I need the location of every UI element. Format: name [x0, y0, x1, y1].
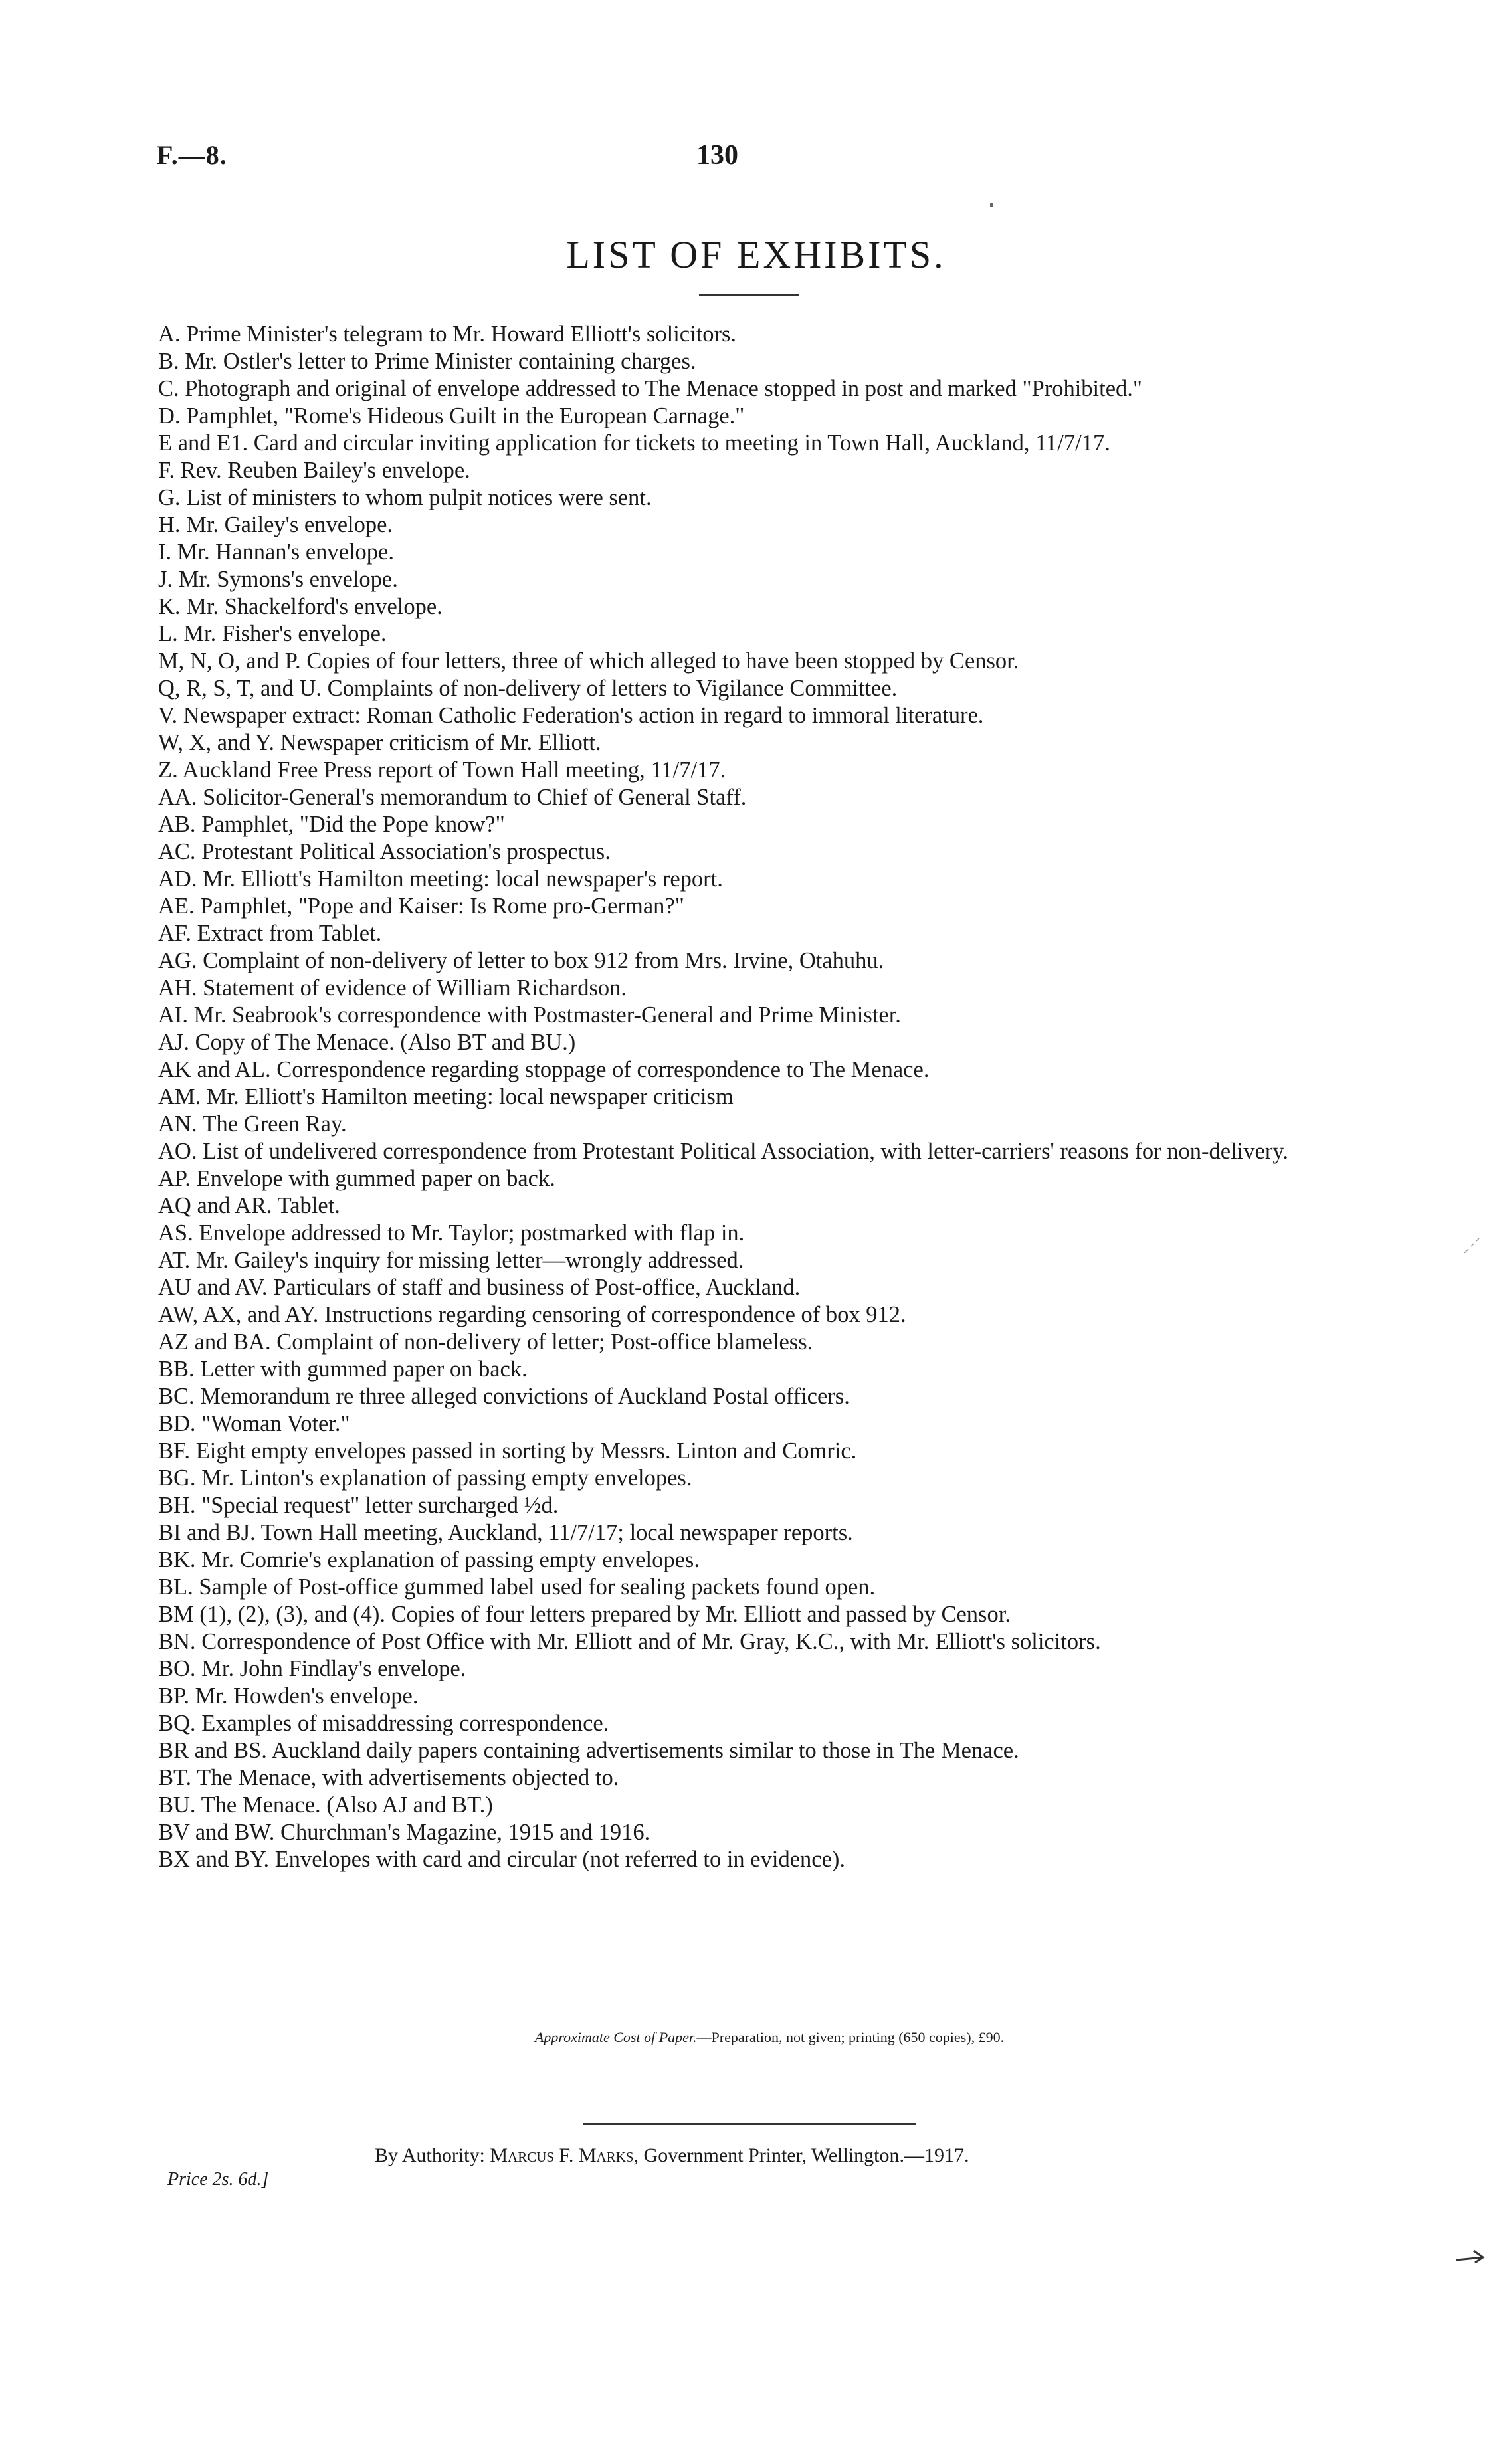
exhibit-item: [158, 430, 1328, 457]
exhibit-label: AW, AX, and AY.: [158, 1302, 319, 1327]
exhibit-description: Memorandum re three alleged convictions of Auckland Postal officers.: [200, 1384, 850, 1409]
exhibit-label: AS.: [158, 1220, 193, 1246]
exhibit-separator: [175, 458, 181, 483]
exhibit-separator: [181, 594, 187, 619]
exhibit-description: The Green Ray.: [202, 1111, 347, 1137]
exhibit-description: Mr. Gailey's inquiry for missing letter—wrongly addressed.: [195, 1248, 744, 1273]
exhibit-item: [158, 1165, 1328, 1192]
exhibit-description: List of ministers to whom pulpit notices were sent.: [186, 485, 652, 510]
exhibit-label: AA.: [158, 785, 197, 810]
exhibit-separator: [271, 1329, 277, 1355]
exhibit-separator: [195, 1357, 201, 1382]
exhibit-item: [158, 920, 1328, 947]
exhibit-item: [158, 1084, 1328, 1111]
exhibit-separator: [267, 1738, 272, 1763]
exhibit-label: BP.: [158, 1683, 189, 1709]
exhibit-description: Mr. Comrie's explanation of passing empty envelopes.: [201, 1547, 700, 1572]
exhibit-description: Examples of misaddressing correspondence.: [201, 1711, 609, 1736]
exhibit-description: Pamphlet, "Pope and Kaiser: Is Rome pro-German?": [200, 894, 684, 919]
exhibit-label: AE.: [158, 894, 195, 919]
exhibit-label: AK and AL.: [158, 1057, 271, 1082]
exhibit-item: [158, 1764, 1328, 1792]
exhibit-label: AN.: [158, 1111, 197, 1137]
exhibit-separator: [248, 430, 254, 456]
exhibit-label: W, X, and Y.: [158, 730, 275, 755]
exhibit-separator: [190, 1438, 196, 1464]
exhibit-description: Pamphlet, "Did the Pope know?": [201, 812, 505, 837]
exhibit-item: [158, 947, 1328, 975]
exhibit-label: D.: [158, 403, 181, 428]
exhibit-item: [158, 566, 1328, 593]
exhibit-description: Photograph and original of envelope addressed to The Menace stopped in post and marked "Prohibited.": [185, 376, 1142, 401]
exhibit-label: AZ and BA.: [158, 1329, 271, 1355]
exhibit-item: [158, 1492, 1328, 1519]
exhibit-separator: [268, 1275, 274, 1300]
exhibit-separator: [196, 1411, 202, 1436]
exhibit-separator: [196, 839, 202, 864]
exhibit-item: [158, 457, 1328, 484]
exhibit-item: [158, 512, 1328, 539]
exhibit-item: [158, 675, 1328, 702]
exhibit-item: [158, 648, 1328, 675]
exhibit-description: Sample of Post-office gummed label used for sealing packets found open.: [199, 1574, 876, 1600]
exhibit-description: Extract from Tablet.: [197, 921, 382, 946]
exhibit-label: BG.: [158, 1466, 196, 1491]
exhibit-item: [158, 1574, 1328, 1601]
exhibit-item: [158, 484, 1328, 512]
exhibit-description: List of undelivered correspondence from Protestant Political Association, with letter-carriers' reasons for non-delivery.: [203, 1139, 1288, 1164]
cost-note: [0, 2029, 1499, 2046]
exhibit-separator: [189, 1030, 195, 1055]
exhibit-label: I.: [158, 539, 172, 565]
exhibit-item: [158, 1274, 1328, 1301]
exhibit-item: [158, 348, 1328, 375]
exhibit-separator: [196, 1466, 202, 1491]
printer-authority: [375, 2144, 969, 2167]
exhibit-separator: [177, 703, 183, 728]
exhibit-description: Card and circular inviting application for tickets to meeting in Town Hall, Auckland, 11/7/17.: [253, 430, 1110, 456]
exhibit-label: BQ.: [158, 1711, 196, 1736]
exhibit-item: [158, 1383, 1328, 1410]
exhibit-item: [158, 1220, 1328, 1247]
exhibit-label: G.: [158, 485, 181, 510]
margin-mark: [1462, 1236, 1482, 1256]
exhibit-separator: [197, 975, 203, 1000]
exhibit-description: Auckland daily papers containing advertisements similar to those in The Menace.: [271, 1738, 1019, 1763]
exhibit-description: Mr. Hannan's envelope.: [177, 539, 394, 565]
exhibit-item: [158, 784, 1328, 811]
exhibit-label: AU and AV.: [158, 1275, 268, 1300]
exhibit-separator: [197, 866, 203, 892]
exhibit-separator: [191, 1166, 197, 1191]
exhibit-item: [158, 1737, 1328, 1764]
exhibit-description: Mr. Symons's envelope.: [178, 567, 398, 592]
exhibit-separator: [190, 1248, 196, 1273]
exhibit-separator: [173, 567, 179, 592]
exhibit-description: Complaint of non-delivery of letter; Post-office blameless.: [276, 1329, 813, 1355]
exhibit-label: AQ and AR.: [158, 1193, 272, 1218]
exhibit-separator: [196, 812, 202, 837]
exhibit-label: BX and BY.: [158, 1847, 270, 1872]
exhibit-separator: [274, 1820, 280, 1845]
exhibit-description: Prime Minister's telegram to Mr. Howard Elliott's solicitors.: [186, 322, 737, 347]
exhibit-separator: [179, 349, 185, 374]
exhibit-description: The Menace, with advertisements objected to.: [197, 1765, 619, 1790]
exhibit-item: [158, 1111, 1328, 1138]
exhibit-description: Town Hall meeting, Auckland, 11/7/17; local newspaper reports.: [260, 1520, 853, 1545]
exhibit-description: Mr. Shackelford's envelope.: [186, 594, 443, 619]
exhibit-label: AP.: [158, 1166, 191, 1191]
exhibit-separator: [191, 921, 197, 946]
page-title: LIST OF EXHIBITS.: [566, 233, 946, 276]
exhibit-label: AT.: [158, 1248, 191, 1273]
printer-name: Marcus F. Marks: [490, 2144, 634, 2166]
exhibit-label: AG.: [158, 948, 197, 973]
exhibit-separator: [191, 1765, 197, 1790]
exhibit-description: Envelope addressed to Mr. Taylor; postmarked with flap in.: [199, 1220, 745, 1246]
exhibit-description: "Woman Voter.": [201, 1411, 350, 1436]
exhibit-item: [158, 1683, 1328, 1710]
exhibit-item: [158, 1438, 1328, 1465]
exhibit-description: Mr. Seabrook's correspondence with Postmaster-General and Prime Minister.: [193, 1002, 901, 1028]
exhibit-separator: [256, 1520, 261, 1545]
exhibit-separator: [318, 1302, 324, 1327]
exhibit-label: Z.: [158, 757, 178, 783]
exhibit-label: BI and BJ.: [158, 1520, 256, 1545]
exhibit-description: "Special request" letter surcharged ½d.: [201, 1493, 559, 1518]
exhibit-description: Churchman's Magazine, 1915 and 1916.: [280, 1820, 650, 1845]
exhibit-label: H.: [158, 512, 181, 537]
exhibit-separator: [181, 485, 187, 510]
exhibit-separator: [196, 1792, 201, 1818]
exhibit-item: [158, 1247, 1328, 1274]
margin-arrow-mark: [1454, 2245, 1486, 2265]
exhibit-label: AC.: [158, 839, 196, 864]
exhibit-item: [158, 1656, 1328, 1683]
cost-text: —Preparation, not given; printing (650 copies), £90.: [696, 2029, 1005, 2045]
exhibit-description: Complaints of non-delivery of letters to Vigilance Committee.: [327, 676, 898, 701]
exhibit-label: BN.: [158, 1629, 196, 1654]
exhibit-separator: [272, 1193, 278, 1218]
exhibit-separator: [171, 539, 177, 565]
exhibit-label: BU.: [158, 1792, 196, 1818]
exhibit-description: Solicitor-General's memorandum to Chief of General Staff.: [203, 785, 747, 810]
exhibit-label: BF.: [158, 1438, 191, 1464]
exhibit-item: [158, 1819, 1328, 1846]
exhibit-description: Copies of four letters, three of which alleged to have been stopped by Censor.: [306, 648, 1019, 674]
exhibit-item: [158, 1192, 1328, 1220]
exhibit-separator: [179, 376, 185, 401]
exhibit-label: AJ.: [158, 1030, 189, 1055]
exhibit-item: [158, 1710, 1328, 1737]
exhibit-label: BM (1), (2), (3), and (4).: [158, 1602, 386, 1627]
exhibit-description: Mr. Howden's envelope.: [195, 1683, 419, 1709]
exhibit-description: Mr. Elliott's Hamilton meeting: local newspaper criticism: [206, 1084, 734, 1109]
exhibit-item: [158, 620, 1328, 648]
exhibit-label: M, N, O, and P.: [158, 648, 301, 674]
exhibit-description: Newspaper extract: Roman Catholic Federation's action in regard to immoral literature.: [183, 703, 984, 728]
exhibit-separator: [197, 948, 203, 973]
exhibit-item: [158, 893, 1328, 920]
exhibit-item: [158, 403, 1328, 430]
exhibit-label: Q, R, S, T, and U.: [158, 676, 322, 701]
exhibit-item: [158, 702, 1328, 729]
exhibit-item: [158, 1329, 1328, 1356]
exhibit-label: BR and BS.: [158, 1738, 267, 1763]
exhibit-separator: [181, 512, 187, 537]
exhibit-separator: [274, 730, 280, 755]
exhibit-item: [158, 975, 1328, 1002]
exhibit-description: Mr. Fisher's envelope.: [183, 621, 387, 646]
exhibit-description: Instructions regarding censoring of correspondence of box 912.: [324, 1302, 906, 1327]
exhibit-label: BH.: [158, 1493, 196, 1518]
exhibit-item: [158, 866, 1328, 893]
exhibit-label: AB.: [158, 812, 196, 837]
exhibit-description: Correspondence of Post Office with Mr. Elliott and of Mr. Gray, K.C., with Mr. Elliott's solicitors.: [201, 1629, 1101, 1654]
exhibit-description: Mr. Gailey's envelope.: [186, 512, 393, 537]
exhibit-description: Copies of four letters prepared by Mr. Elliott and passed by Censor.: [391, 1602, 1011, 1627]
exhibit-item: [158, 375, 1328, 403]
exhibit-label: BB.: [158, 1357, 195, 1382]
exhibit-label: C.: [158, 376, 179, 401]
exhibit-description: Copy of The Menace. (Also BT and BU.): [195, 1030, 576, 1055]
exhibit-separator: [189, 1683, 195, 1709]
document-reference: F.—8.: [157, 140, 227, 170]
price-note: Price 2s. 6d.]: [167, 2169, 269, 2190]
exhibit-item: [158, 1465, 1328, 1492]
exhibit-description: Protestant Political Association's prospectus.: [201, 839, 611, 864]
exhibit-description: Rev. Reuben Bailey's envelope.: [180, 458, 470, 483]
exhibit-item: [158, 321, 1328, 348]
exhibit-label: AI.: [158, 1002, 189, 1028]
exhibit-separator: [269, 1847, 275, 1872]
exhibit-separator: [201, 1084, 207, 1109]
exhibit-description: Correspondence regarding stoppage of correspondence to The Menace.: [276, 1057, 930, 1082]
exhibit-separator: [196, 1629, 202, 1654]
exhibit-item: [158, 838, 1328, 866]
exhibit-description: Envelopes with card and circular (not referred to in evidence).: [274, 1847, 845, 1872]
exhibit-label: BD.: [158, 1411, 196, 1436]
exhibit-description: Tablet.: [277, 1193, 340, 1218]
exhibit-description: Eight empty envelopes passed in sorting by Messrs. Linton and Comric.: [195, 1438, 857, 1464]
authority-prefix: By Authority:: [375, 2144, 485, 2166]
exhibit-description: Envelope with gummed paper on back.: [196, 1166, 555, 1191]
exhibit-item: [158, 757, 1328, 784]
exhibit-description: Mr. Elliott's Hamilton meeting: local newspaper's report.: [203, 866, 723, 892]
exhibit-item: [158, 811, 1328, 838]
exhibit-description: Mr. Ostler's letter to Prime Minister containing charges.: [185, 349, 696, 374]
exhibit-label: BK.: [158, 1547, 196, 1572]
exhibit-item: [158, 1356, 1328, 1383]
exhibit-item: [158, 1628, 1328, 1656]
exhibit-label: K.: [158, 594, 181, 619]
exhibit-label: BO.: [158, 1656, 196, 1681]
exhibit-separator: [181, 322, 187, 347]
exhibit-item: [158, 539, 1328, 566]
exhibit-label: B.: [158, 349, 179, 374]
exhibit-separator: [196, 1656, 202, 1681]
exhibit-label: AD.: [158, 866, 197, 892]
exhibit-list: [158, 321, 1328, 1873]
exhibit-separator: [385, 1602, 391, 1627]
exhibit-separator: [195, 1384, 201, 1409]
exhibit-description: Statement of evidence of William Richardson.: [203, 975, 627, 1000]
title-rule: [699, 294, 799, 296]
exhibit-description: Letter with gummed paper on back.: [200, 1357, 528, 1382]
exhibit-separator: [196, 1711, 202, 1736]
exhibit-separator: [196, 1547, 202, 1572]
exhibit-item: [158, 1846, 1328, 1873]
exhibit-label: BT.: [158, 1765, 192, 1790]
exhibit-separator: [271, 1057, 277, 1082]
exhibit-description: Pamphlet, "Rome's Hideous Guilt in the European Carnage.": [186, 403, 745, 428]
exhibit-separator: [188, 1002, 194, 1028]
exhibit-item: [158, 1519, 1328, 1547]
exhibit-description: Auckland Free Press report of Town Hall meeting, 11/7/17.: [182, 757, 726, 783]
stray-mark: [990, 203, 993, 207]
exhibit-description: Particulars of staff and business of Post-office, Auckland.: [273, 1275, 801, 1300]
exhibit-label: AO.: [158, 1139, 197, 1164]
exhibit-description: Complaint of non-delivery of letter to box 912 from Mrs. Irvine, Otahuhu.: [203, 948, 884, 973]
exhibit-label: J.: [158, 567, 173, 592]
exhibit-label: BV and BW.: [158, 1820, 275, 1845]
exhibit-label: BL.: [158, 1574, 193, 1600]
exhibit-label: A.: [158, 322, 181, 347]
exhibit-separator: [197, 1139, 203, 1164]
exhibit-separator: [181, 403, 187, 428]
exhibit-separator: [197, 785, 203, 810]
exhibit-item: [158, 1601, 1328, 1628]
exhibit-item: [158, 1002, 1328, 1029]
exhibit-item: [158, 1547, 1328, 1574]
exhibit-label: V.: [158, 703, 178, 728]
exhibit-label: AF.: [158, 921, 191, 946]
authority-suffix: , Government Printer, Wellington.—1917.: [633, 2144, 969, 2166]
exhibit-item: [158, 1138, 1328, 1165]
exhibit-label: AH.: [158, 975, 197, 1000]
exhibit-label: F.: [158, 458, 175, 483]
exhibit-item: [158, 1792, 1328, 1819]
exhibit-item: [158, 1029, 1328, 1056]
exhibit-item: [158, 729, 1328, 757]
cost-label: Approximate Cost of Paper.: [534, 2029, 697, 2045]
exhibit-label: L.: [158, 621, 178, 646]
exhibit-label: E and E1.: [158, 430, 249, 456]
exhibit-separator: [196, 1493, 202, 1518]
exhibit-description: Mr. Linton's explanation of passing empty envelopes.: [201, 1466, 692, 1491]
authority-rule: [583, 2123, 916, 2125]
exhibit-item: [158, 1410, 1328, 1438]
exhibit-item: [158, 593, 1328, 620]
exhibit-description: Mr. John Findlay's envelope.: [201, 1656, 466, 1681]
exhibit-item: [158, 1301, 1328, 1329]
exhibit-description: Newspaper criticism of Mr. Elliott.: [280, 730, 601, 755]
exhibit-separator: [322, 676, 328, 701]
exhibit-label: AM.: [158, 1084, 201, 1109]
exhibit-label: BC.: [158, 1384, 195, 1409]
page-number: 130: [696, 140, 738, 171]
exhibit-item: [158, 1056, 1328, 1084]
exhibit-description: The Menace. (Also AJ and BT.): [201, 1792, 493, 1818]
exhibit-separator: [195, 894, 201, 919]
